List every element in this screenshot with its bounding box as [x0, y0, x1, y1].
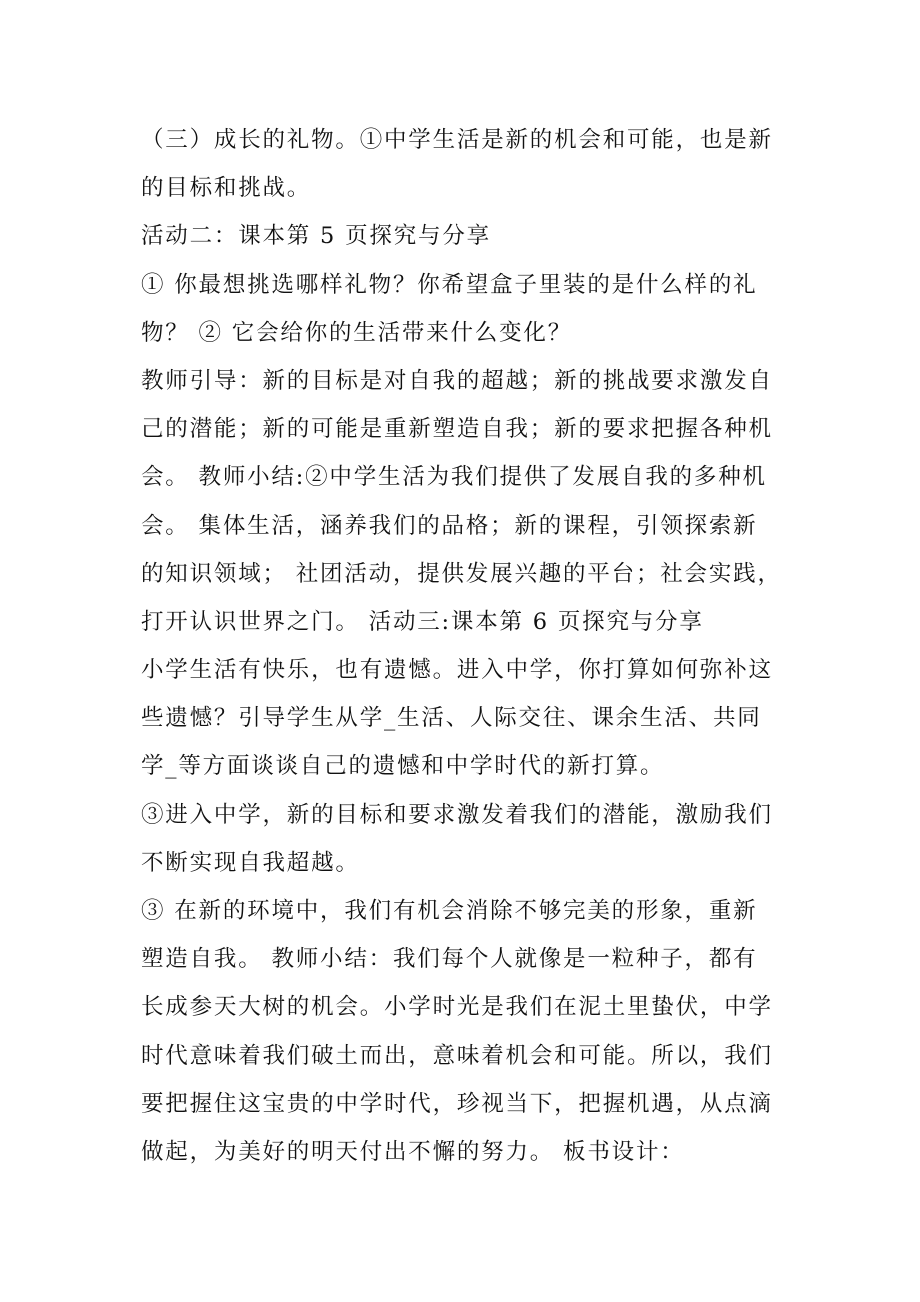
text-line: 不断实现自我超越。: [141, 849, 360, 876]
text-line: 的知识领域； 社团活动，提供发展兴趣的平台；社会实践，: [141, 560, 782, 587]
text-line: ③进入中学，新的目标和要求激发着我们的潜能，激励我们: [141, 801, 773, 828]
text-line: 要把握住这宝贵的中学时代，珍视当下，把握机遇，从点滴: [141, 1090, 773, 1117]
text-line: 做起，为美好的明天付出不懈的努力。 板书设计：: [141, 1138, 685, 1165]
text-line: 学_等方面谈谈自己的遗憾和中学时代的新打算。: [141, 753, 665, 780]
text-line: 活动二：课本第 5 页探究与分享: [141, 223, 491, 250]
text-line: ① 你最想挑选哪样礼物？你希望盒子里装的是什么样的礼: [141, 271, 758, 298]
text-line: 些遗憾？引导学生从学_生活、人际交往、课余生活、共同: [141, 705, 762, 732]
text-line: 时代意味着我们破土而出，意味着机会和可能。所以，我们: [141, 1042, 773, 1069]
text-line: 会。 集体生活，涵养我们的品格；新的课程，引领探索新: [141, 512, 758, 539]
text-line: ③ 在新的环境中，我们有机会消除不够完美的形象，重新: [141, 898, 758, 924]
document-body: [141, 116, 791, 1176]
text-line: 长成参天大树的机会。小学时光是我们在泥土里蛰伏，中学: [141, 994, 773, 1021]
text-line: 己的潜能；新的可能是重新塑造自我；新的要求把握各种机: [141, 416, 773, 443]
text-line: 打开认识世界之门。 活动三:课本第 6 页探究与分享: [141, 608, 704, 635]
text-line: 小学生活有快乐，也有遗憾。进入中学，你打算如何弥补这: [141, 657, 773, 684]
text-line: 物？ ② 它会给你的生活带来什么变化？: [141, 319, 573, 346]
text-line: 会。 教师小结:②中学生活为我们提供了发展自我的多种机: [141, 464, 767, 491]
text-line: （三）成长的礼物。①中学生活是新的机会和可能，也是新: [141, 127, 773, 153]
text-line: 教师引导：新的目标是对自我的超越；新的挑战要求激发自: [141, 367, 773, 394]
text-line: 的目标和挑战。: [141, 175, 312, 202]
text-line: 塑造自我。 教师小结：我们每个人就像是一粒种子，都有: [141, 946, 758, 973]
